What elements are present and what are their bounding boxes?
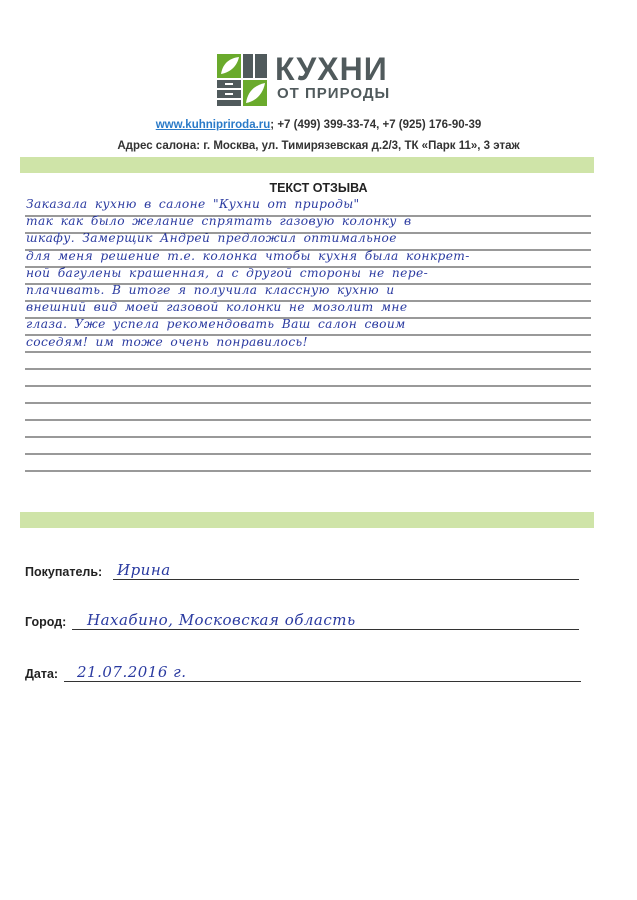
review-line: плачивать. В итоге я получила классную кухню и <box>26 283 395 298</box>
contacts-line <box>0 119 637 131</box>
phone-numbers: ; +7 (499) 399-33-74, +7 (925) 176-90-39 <box>270 119 482 131</box>
brand-logo <box>215 52 415 112</box>
top-divider-bar <box>20 157 594 173</box>
review-title: ТЕКСТ ОТЗЫВА <box>269 181 368 195</box>
brand-tagline: ОТ ПРИРОДЫ <box>277 85 391 102</box>
review-line: соседям! им тоже очень понравилось! <box>26 334 308 349</box>
review-line: для меня решение т.е. колонка чтобы кухня была конкрет- <box>26 248 470 263</box>
review-line: шкафу. Замерщик Андрей предложил оптимальное <box>26 231 397 246</box>
city-value: Нахабино, Московская область <box>87 611 356 629</box>
bottom-divider-bar <box>20 512 594 528</box>
handwritten-review <box>26 196 592 351</box>
salon-address: Адрес салона: г. Москва, ул. Тимирязевская д.2/3, ТК «Парк 11», 3 этаж <box>117 140 520 152</box>
review-line: так как было желание спрятать газовую колонку в <box>26 214 412 229</box>
review-line: ной багулены крашенная, а с другой стороны не пере- <box>26 265 429 280</box>
kitchen-leaf-icon <box>215 52 271 108</box>
city-field <box>25 610 585 632</box>
review-line: Заказала кухню в салоне "Кухни от природы" <box>26 197 360 211</box>
buyer-underline <box>113 579 579 580</box>
city-label: Город: <box>25 615 67 629</box>
buyer-label: Покупатель: <box>25 565 103 579</box>
buyer-value: Ирина <box>117 561 171 579</box>
date-value: 21.07.2016 г. <box>77 663 187 681</box>
review-line: глаза. Уже успела рекомендовать Ваш салон своим <box>26 317 406 332</box>
date-field <box>25 662 585 684</box>
website-link[interactable]: www.kuhnipriroda.ru <box>155 119 271 131</box>
city-underline <box>72 629 579 630</box>
date-underline <box>64 681 581 682</box>
buyer-field <box>25 560 585 582</box>
date-label: Дата: <box>25 667 59 681</box>
brand-name: КУХНИ <box>275 51 388 87</box>
review-line: внешний вид моей газовой колонки не мозолит мне <box>26 300 408 315</box>
